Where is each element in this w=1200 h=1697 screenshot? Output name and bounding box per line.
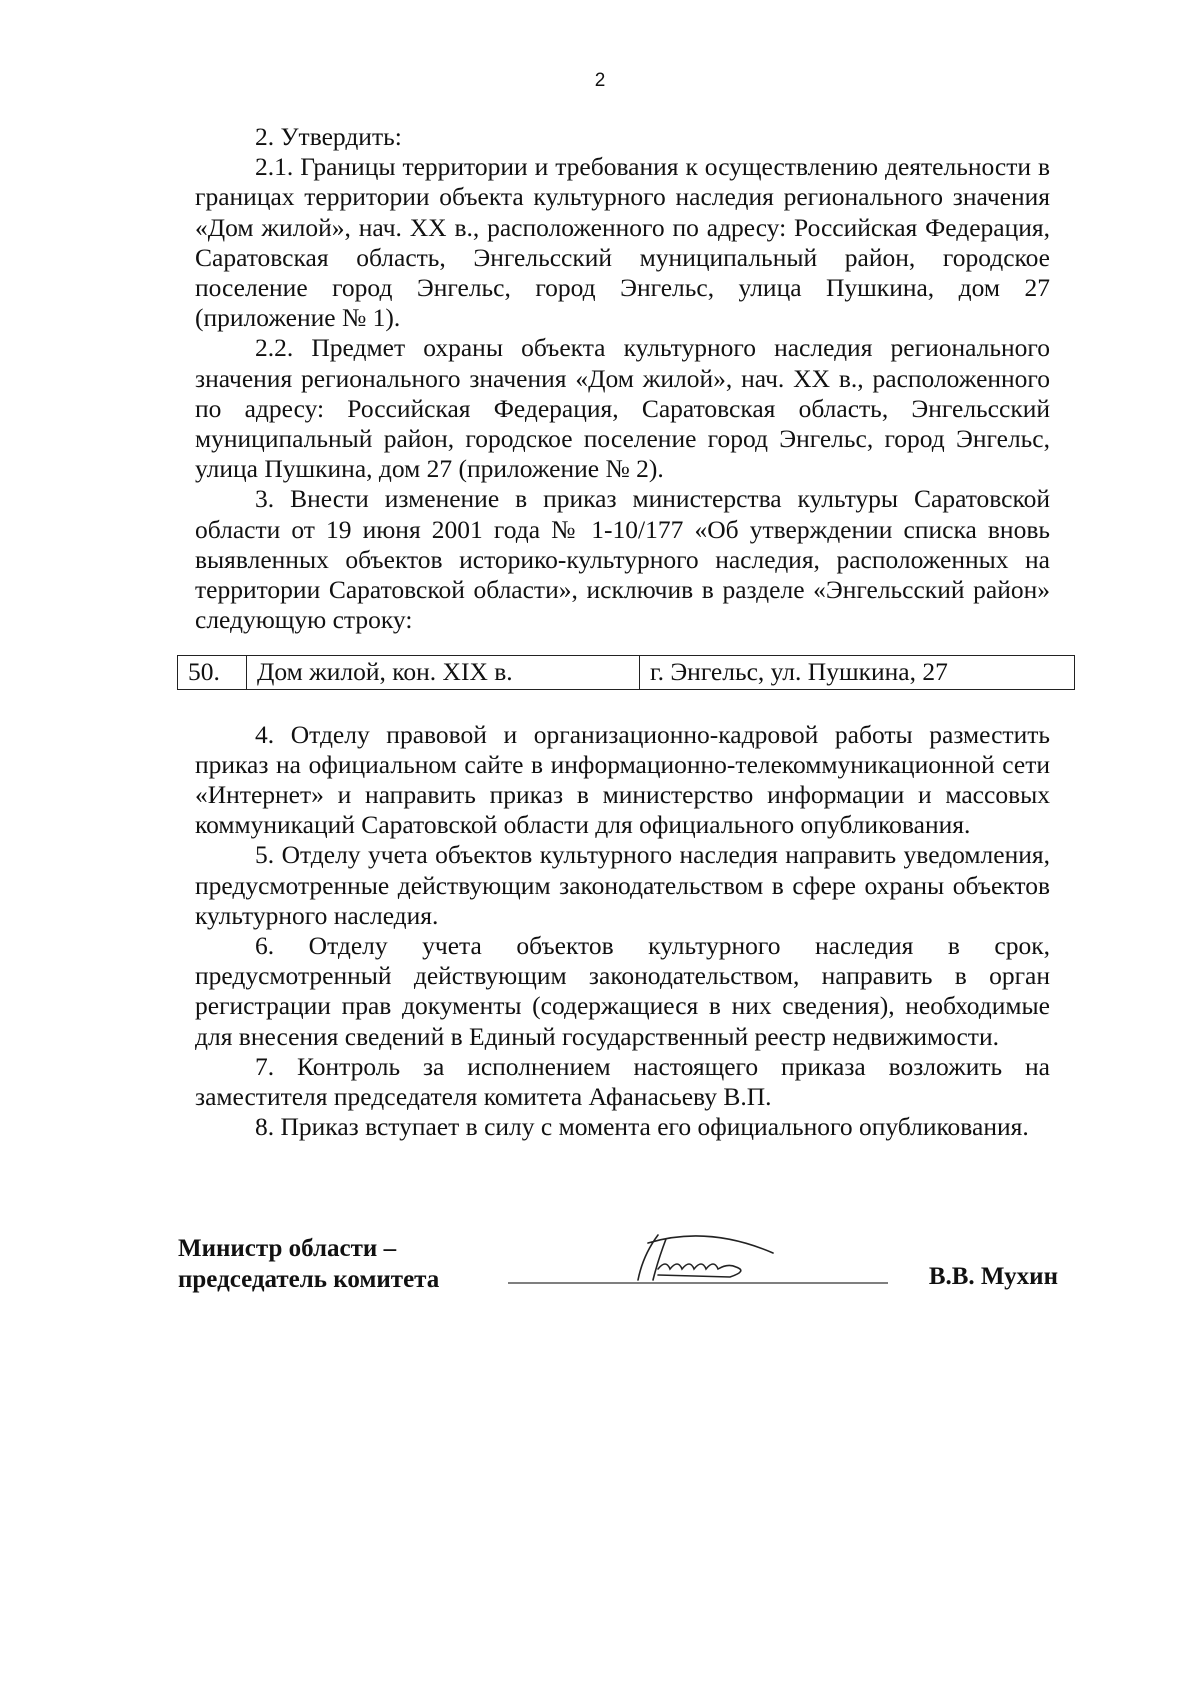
paragraph-approve: 2. Утвердить: xyxy=(255,122,402,151)
entry-address-cell: г. Энгельс, ул. Пушкина, 27 xyxy=(640,656,1075,689)
paragraph-7: 7. Контроль за исполнением настоящего приказа возложить на заместителя председателя комитета Афанасьеву В.П. xyxy=(195,1051,1050,1112)
signature-block xyxy=(178,1225,1058,1315)
signatory-name: В.В. Мухин xyxy=(928,1263,1058,1290)
paragraph-3: 3. Внести изменение в приказ министерства культуры Саратовской области от 19 июня 2001 года № 1-10/177 «Об утверждении списка вновь выявленных объектов историко-культурного наследия, расположенных на территории Саратовской области», исключив в разделе «Энгельсский район» следующую строку: xyxy=(195,484,1050,635)
paragraph-2-1: 2.1. Границы территории и требования к осуществлению деятельности в границах территории объекта культурного наследия регионального значения «Дом жилой», нач. XX в., расположенного по адресу: Российская Федерация, Саратовская область, Энгельсский муниципальный район, городское поселение город Энгельс, город Энгельс, улица Пушкина, дом 27 (приложение № 1). xyxy=(195,152,1050,333)
page-number: 2 xyxy=(594,70,606,91)
handwritten-signature xyxy=(508,1225,888,1305)
paragraph-4: 4. Отделу правовой и организационно-кадровой работы разместить приказ на официальном сайте в информационно-телекоммуникационной сети «Интернет» и направить приказ в министерство информации и массовых коммуникаций Саратовской области для официального опубликования. xyxy=(195,719,1050,840)
signatory-title-line1: Министр области – xyxy=(178,1235,397,1262)
paragraph-2-2: 2.2. Предмет охраны объекта культурного наследия регионального значения регионального значения «Дом жилой», нач. XX в., расположенного по адресу: Российская Федерация, Саратовская область, Энгельсский муниципальный район, городское поселение город Энгельс, город Энгельс, улица Пушкина, дом 27 (приложение № 2). xyxy=(195,333,1050,484)
document-body xyxy=(188,122,1050,1143)
paragraph-8: 8. Приказ вступает в силу с момента его официального опубликования. xyxy=(255,1112,1029,1142)
paragraph-6: 6. Отделу учета объектов культурного наследия в срок, предусмотренный действующим законодательством, направить в орган регистрации прав документы (содержащиеся в них сведения), необходимые для внесения сведений в Единый государственный реестр недвижимости. xyxy=(195,931,1050,1051)
paragraph-5: 5. Отделу учета объектов культурного наследия направить уведомления, предусмотренные действующим законодательством в сфере охраны объектов культурного наследия. xyxy=(195,840,1050,930)
entry-number-cell: 50. xyxy=(178,656,247,689)
excluded-entry-table xyxy=(177,655,1075,689)
entry-name-cell: Дом жилой, кон. XIX в. xyxy=(247,656,640,689)
signatory-title-line2: председатель комитета xyxy=(178,1266,440,1293)
table-row xyxy=(178,656,1075,689)
signatory-title xyxy=(178,1233,439,1295)
